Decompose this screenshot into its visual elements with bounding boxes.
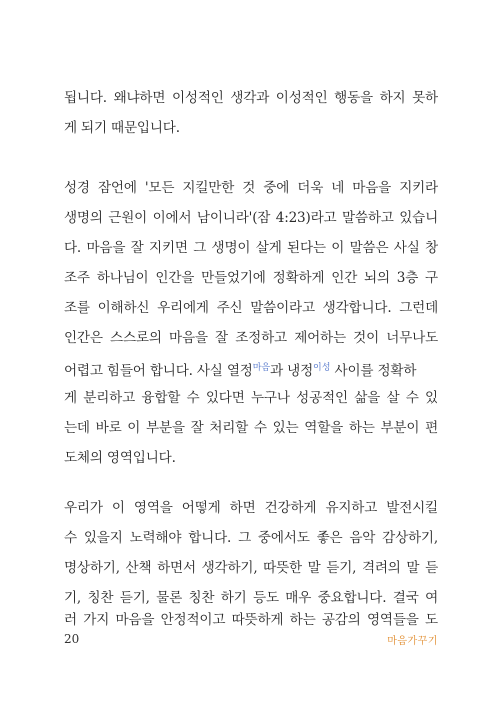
text-line: 성경 잠언에 '모든 지킬만한 것 중에 더욱 네 마음을 지키라 (64, 180, 438, 196)
text-line: 우리가 이 영역을 어떻게 하면 건강하게 유지하고 발전시킬 (64, 500, 438, 516)
text-line: 조를 이해하신 우리에게 주신 말씀이라고 생각합니다. 그런데 (64, 300, 438, 316)
text-line: 인간은 스스로의 마음을 잘 조정하고 제어하는 것이 너무나도 (64, 330, 438, 346)
text-line: 는데 바로 이 부분을 잘 처리할 수 있는 역할을 하는 부분이 편 (64, 420, 438, 436)
text-line-with-annotations (64, 358, 438, 381)
text-segment: 어렵고 힘들어 합니다. 사실 열정 (64, 363, 253, 379)
superscript-annotation: 이성 (313, 363, 331, 373)
text-line: 러 가지 마음을 안정적이고 따뜻하게 하는 공감의 영역들을 도 (64, 612, 438, 628)
running-title: 마음가꾸기 (387, 636, 438, 647)
text-line: 생명의 근원이 이에서 남이니라'(잠 4:23)라고 말씀하고 있습니 (64, 210, 438, 226)
text-segment: 사이를 정확하 (330, 363, 417, 379)
text-line: 게 분리하고 융합할 수 있다면 누구나 성공적인 삶을 살 수 있 (64, 390, 438, 406)
text-line: 됩니다. 왜냐하면 이성적인 생각과 이성적인 행동을 하지 못하 (64, 90, 438, 106)
text-segment: 과 냉정 (270, 363, 314, 379)
page-number: 20 (64, 632, 80, 646)
text-line: 명상하기, 산책 하면서 생각하기, 따뜻한 말 듣기, 격려의 말 듣 (64, 560, 438, 576)
text-line: 게 되기 때문입니다. (64, 120, 180, 136)
text-line: 도체의 영역입니다. (64, 450, 176, 466)
text-line: 수 있을지 노력해야 합니다. 그 중에서도 좋은 음악 감상하기, (64, 530, 438, 546)
superscript-annotation: 마음 (252, 363, 271, 373)
text-line: 조주 하나님이 인간을 만들었기에 정확하게 인간 뇌의 3층 구 (64, 270, 438, 286)
text-line: 다. 마음을 잘 지키면 그 생명이 살게 된다는 이 말씀은 사실 창 (64, 240, 438, 256)
text-line: 기, 칭찬 듣기, 물론 칭찬 하기 등도 매우 중요합니다. 결국 여 (64, 590, 438, 606)
